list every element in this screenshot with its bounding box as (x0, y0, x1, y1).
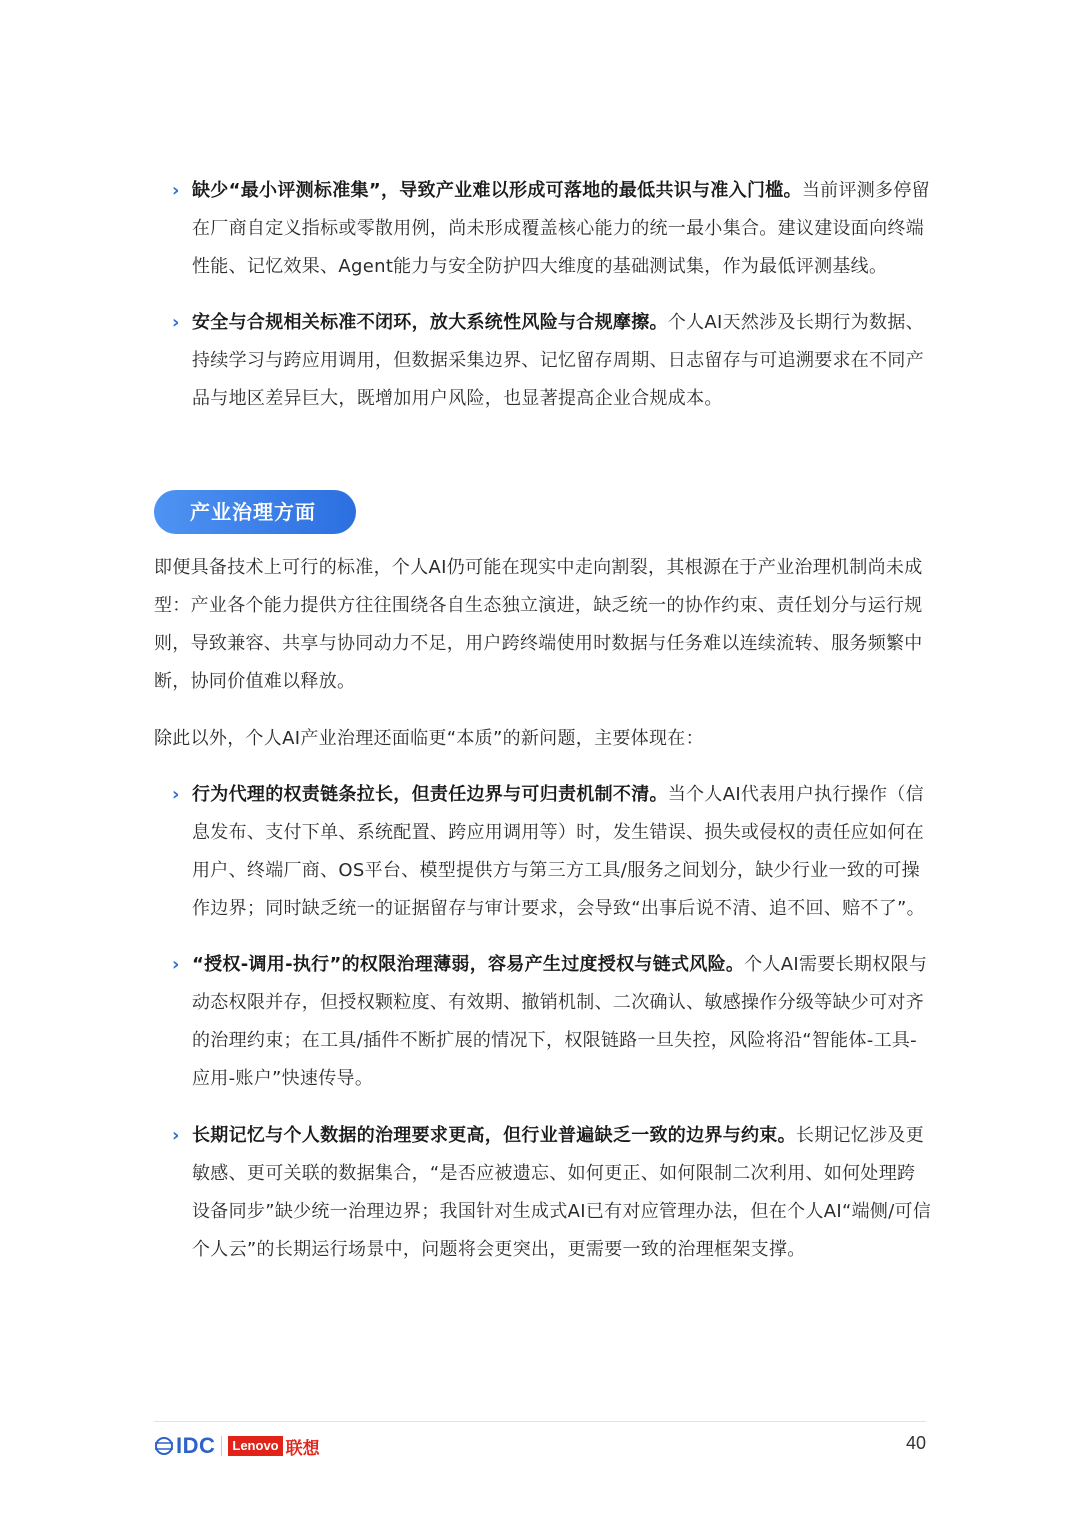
chevron-right-icon: › (172, 180, 180, 201)
idc-logo-text: IDC (176, 1433, 216, 1458)
chevron-right-icon: › (172, 784, 180, 805)
chevron-right-icon: › (172, 1125, 180, 1146)
bullet-body: 个人AI天然涉及长期行为数据、持续学习与跨应用调用，但数据采集边界、记忆留存周期、日志留存与可追溯要求在不同产品与地区差异巨大，既增加用户风险，也显著提高企业合规成本。 (192, 312, 924, 409)
page-number: 40 (905, 1433, 926, 1453)
lenovo-logo-cn: 联想 (285, 1438, 320, 1459)
bullet-text (172, 304, 932, 418)
bullet-bold-lead: “授权-调用-执行”的权限治理薄弱，容易产生过度授权与链式风险。 (192, 954, 745, 975)
chevron-right-icon: › (172, 312, 180, 333)
bullet-bold-lead: 长期记忆与个人数据的治理要求更高，但行业普遍缺乏一致的边界与约束。 (192, 1125, 796, 1146)
lenovo-logo: Lenovo (228, 1436, 282, 1456)
idc-globe-icon (154, 1437, 174, 1455)
bullet-bold-lead: 行为代理的权责链条拉长，但责任边界与可归责机制不清。 (192, 784, 668, 805)
bullet-body: 当个人AI代表用户执行操作（信息发布、支付下单、系统配置、跨应用调用等）时，发生错误、损失或侵权的责任应如何在用户、终端厂商、OS平台、模型提供方与第三方工具/服务之间划分，缺少行业一致的可操作边界；同时缺乏统一的证据留存与审计要求，会导致“出事后说不清、追不回、赔不了”。 (192, 784, 925, 919)
bullet-body: 个人AI需要长期权限与动态权限并存，但授权颗粒度、有效期、撤销机制、二次确认、敏感操作分级等缺少可对齐的治理约束；在工具/插件不断扩展的情况下，权限链路一旦失控，风险将沿“智能体-工具-应用-账户”快速传导。 (192, 954, 928, 1089)
bullet-item (172, 776, 932, 928)
footer-logos (154, 1433, 320, 1459)
bullet-item (172, 946, 932, 1098)
bullet-body: 当前评测多停留在厂商自定义指标或零散用例，尚未形成覆盖核心能力的统一最小集合。建议建设面向终端性能、记忆效果、Agent能力与安全防护四大维度的基础测试集，作为最低评测基线。 (192, 180, 930, 277)
logo-separator (221, 1436, 222, 1456)
idc-logo (154, 1433, 215, 1459)
bullet-bold-lead: 安全与合规相关标准不闭环，放大系统性风险与合规摩擦。 (192, 312, 668, 333)
bullet-item (172, 172, 932, 286)
bullet-body: 长期记忆涉及更敏感、更可关联的数据集合，“是否应被遗忘、如何更正、如何限制二次利用、如何处理跨设备同步”缺少统一治理边界；我国针对生成式AI已有对应管理办法，但在个人AI“端侧/可信个人云”的长期运行场景中，问题将会更突出，更需要一致的治理框架支撑。 (192, 1125, 932, 1260)
bullet-bold-lead: 缺少“最小评测标准集”，导致产业难以形成可落地的最低共识与准入门槛。 (192, 180, 802, 201)
bullet-item (172, 304, 932, 418)
bullet-text (172, 172, 932, 286)
section-title-pill: 产业治理方面 (154, 490, 356, 534)
body-paragraph: 除此以外，个人AI产业治理还面临更“本质”的新问题，主要体现在： (154, 728, 704, 749)
bullet-text (172, 1117, 932, 1269)
chevron-right-icon: › (172, 954, 180, 975)
bullet-text (172, 776, 932, 928)
bullet-text (172, 946, 932, 1098)
footer-divider (154, 1421, 926, 1422)
bullet-item (172, 1117, 932, 1269)
body-paragraph: 即便具备技术上可行的标准，个人AI仍可能在现实中走向割裂，其根源在于产业治理机制尚未成型：产业各个能力提供方往往围绕各自生态独立演进，缺乏统一的协作约束、责任划分与运行规则，导致兼容、共享与协同动力不足，用户跨终端使用时数据与任务难以连续流转、服务频繁中断，协同价值难以释放。 (154, 557, 923, 692)
